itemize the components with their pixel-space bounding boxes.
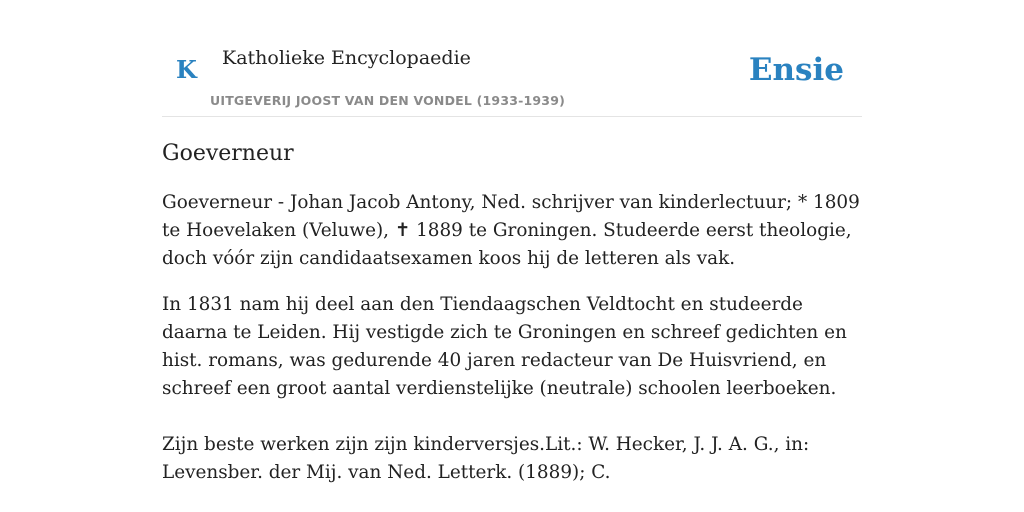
header [162, 0, 862, 117]
article-content [162, 138, 862, 505]
article-paragraph-2: In 1831 nam hij deel aan den Tiendaagschen Veldtocht en studeerde daarna te Leiden. Hij vestigde zich te Groningen en schreef gedichten en hist. romans, was gedurende 40 jaren redacteur van De Huisvriend, en schreef een groot aantal verdienstelijke (neutrale) schoolen leerboeken. [162, 294, 847, 399]
article-paragraph-1: Goeverneur - Johan Jacob Antony, Ned. schrijver van kinderlectuur; * 1809 te Hoevelaken (Veluwe), ✝ 1889 te Groningen. Studeerde eerst theologie, doch vóór zijn candidaatsexamen koos hij de letteren als vak. [162, 192, 860, 269]
article-paragraph-3: Zijn beste werken zijn zijn kinderversjes.Lit.: W. Hecker, J. J. A. G., in: Levensber. der Mij. van Ned. Letterk. (1889); C. [162, 434, 810, 483]
encyclopedia-logo-icon: K [176, 55, 197, 84]
ensie-brand-logo: Ensie [748, 52, 844, 88]
article-title: Goeverneur [162, 141, 294, 166]
publisher-subtitle: UITGEVERIJ JOOST VAN DEN VONDEL (1933-1939) [210, 93, 566, 108]
publication-title: Katholieke Encyclopaedie [222, 47, 471, 69]
